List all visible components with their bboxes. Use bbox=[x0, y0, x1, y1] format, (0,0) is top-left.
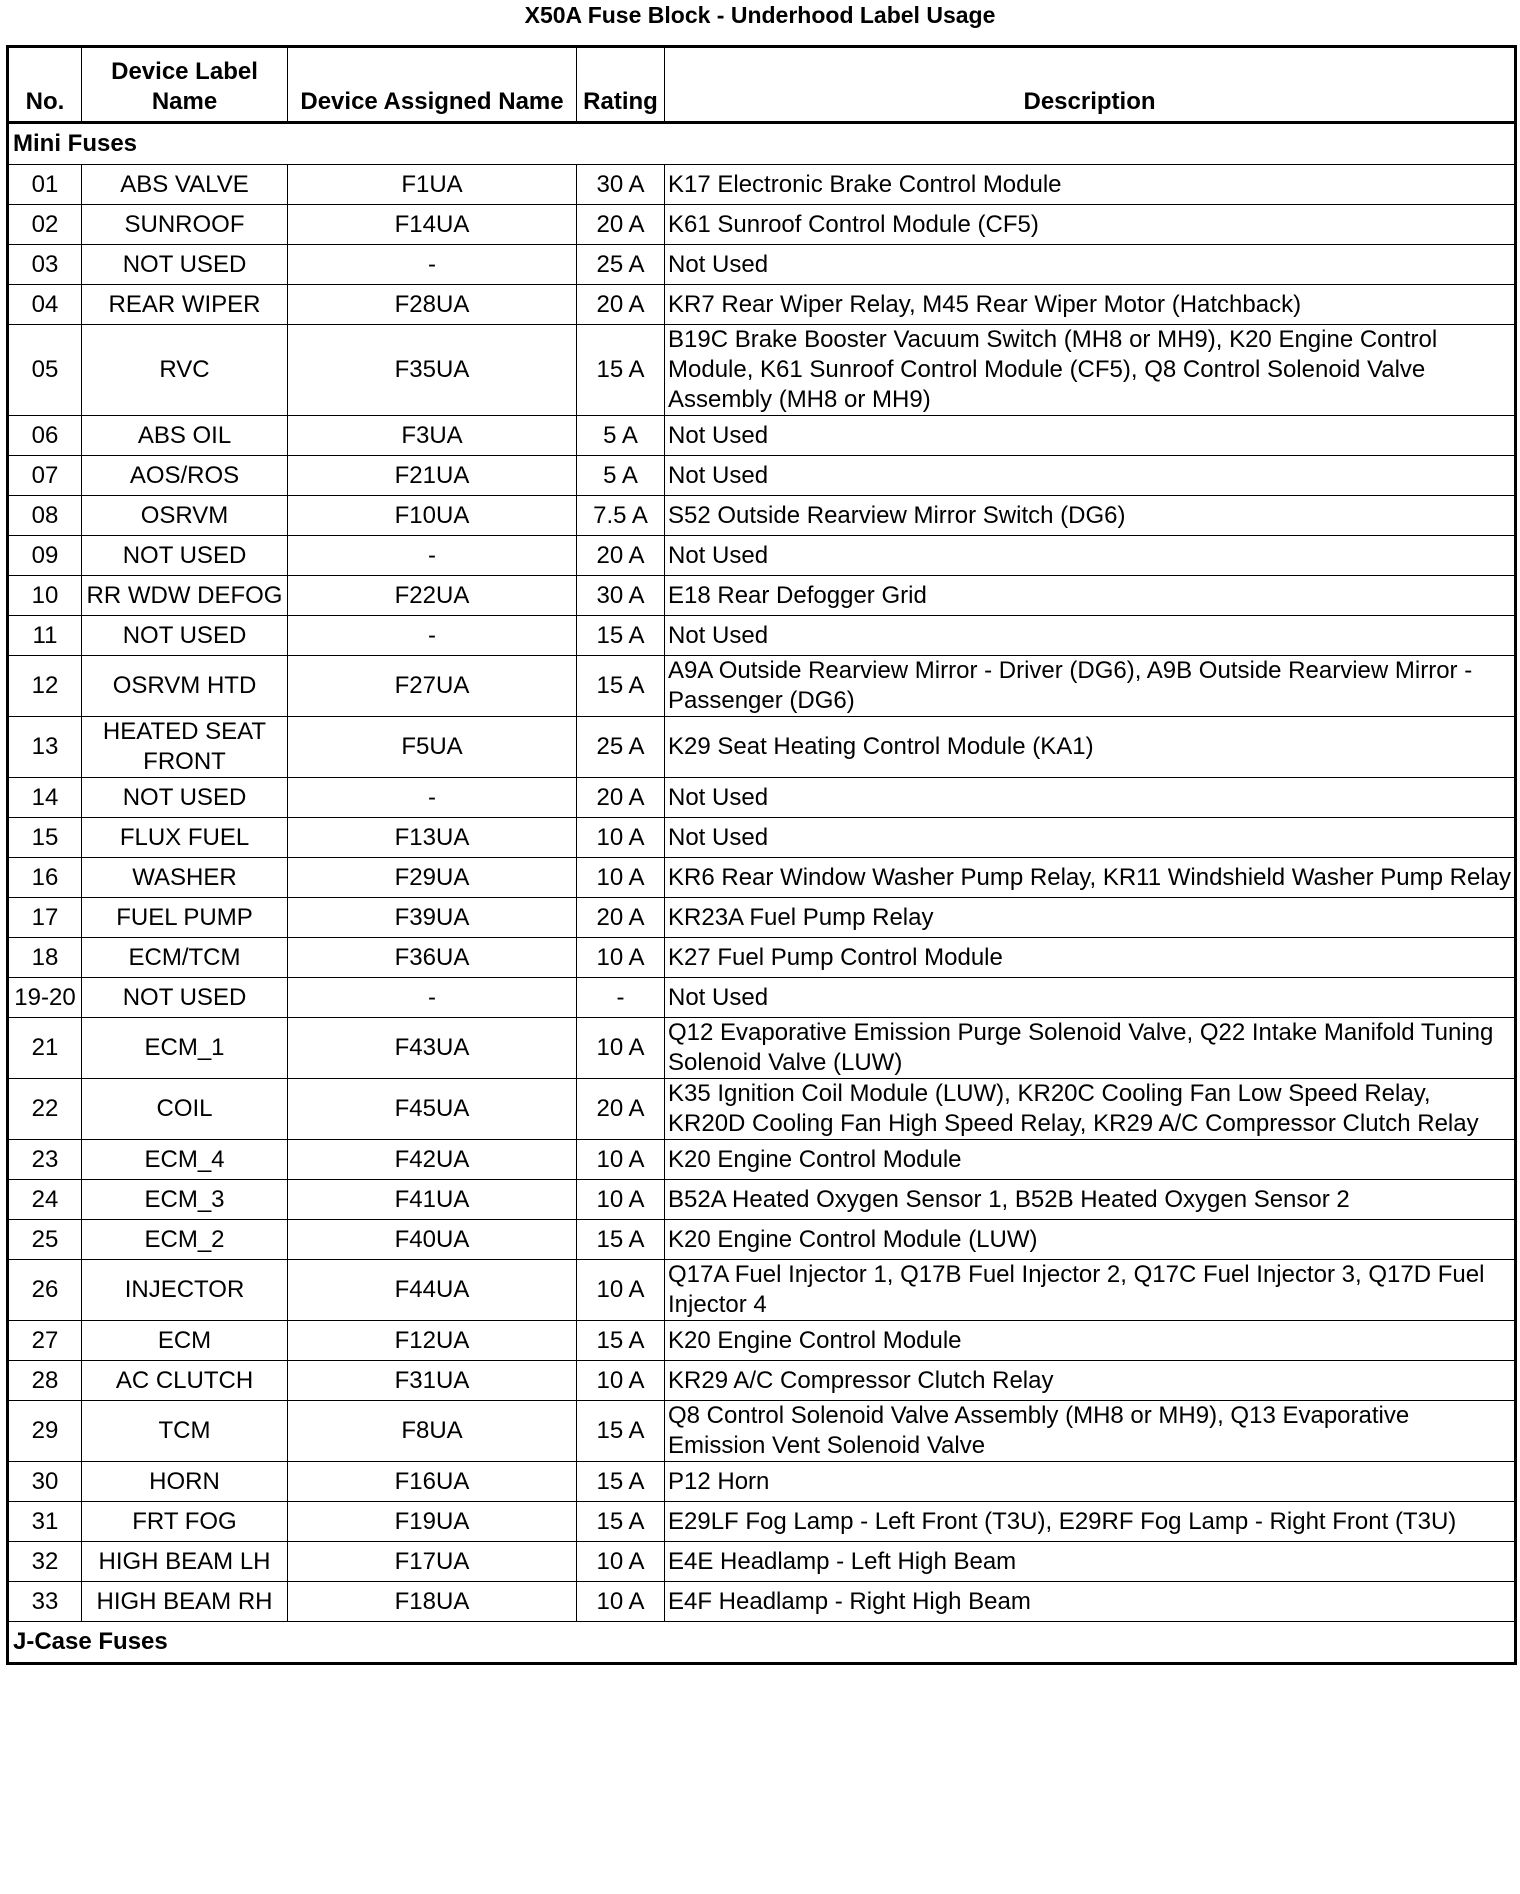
device-assigned-name: F18UA bbox=[288, 1582, 577, 1622]
fuse-number: 22 bbox=[8, 1079, 82, 1140]
fuse-number: 17 bbox=[8, 898, 82, 938]
table-row bbox=[8, 496, 1516, 536]
table-row bbox=[8, 656, 1516, 717]
table-row bbox=[8, 1220, 1516, 1260]
fuse-number: 28 bbox=[8, 1361, 82, 1401]
device-assigned-name: - bbox=[288, 245, 577, 285]
fuse-number: 10 bbox=[8, 576, 82, 616]
fuse-number: 23 bbox=[8, 1140, 82, 1180]
fuse-description: Not Used bbox=[665, 978, 1516, 1018]
fuse-description: E4F Headlamp - Right High Beam bbox=[665, 1582, 1516, 1622]
table-row bbox=[8, 616, 1516, 656]
fuse-number: 19-20 bbox=[8, 978, 82, 1018]
device-label-name: NOT USED bbox=[82, 536, 288, 576]
fuse-description: KR23A Fuel Pump Relay bbox=[665, 898, 1516, 938]
table-row bbox=[8, 165, 1516, 205]
fuse-rating: 20 A bbox=[577, 205, 665, 245]
fuse-description: Not Used bbox=[665, 778, 1516, 818]
table-row bbox=[8, 1180, 1516, 1220]
fuse-number: 24 bbox=[8, 1180, 82, 1220]
device-assigned-name: F39UA bbox=[288, 898, 577, 938]
header-row bbox=[8, 47, 1516, 123]
fuse-description: B19C Brake Booster Vacuum Switch (MH8 or MH9), K20 Engine Control Module, K61 Sunroof Control Module (CF5), Q8 Control Solenoid Valve Assembly (MH8 or MH9) bbox=[665, 325, 1516, 416]
fuse-number: 14 bbox=[8, 778, 82, 818]
fuse-rating: 7.5 A bbox=[577, 496, 665, 536]
device-label-name: HEATED SEAT FRONT bbox=[82, 717, 288, 778]
fuse-description: S52 Outside Rearview Mirror Switch (DG6) bbox=[665, 496, 1516, 536]
device-label-name: OSRVM bbox=[82, 496, 288, 536]
table-row bbox=[8, 536, 1516, 576]
fuse-description: K20 Engine Control Module bbox=[665, 1321, 1516, 1361]
fuse-rating: 10 A bbox=[577, 1180, 665, 1220]
fuse-number: 32 bbox=[8, 1542, 82, 1582]
device-label-name: RVC bbox=[82, 325, 288, 416]
device-label-name: REAR WIPER bbox=[82, 285, 288, 325]
fuse-description: Not Used bbox=[665, 536, 1516, 576]
table-row bbox=[8, 416, 1516, 456]
device-assigned-name: F31UA bbox=[288, 1361, 577, 1401]
device-assigned-name: - bbox=[288, 536, 577, 576]
device-label-name: ECM_3 bbox=[82, 1180, 288, 1220]
device-assigned-name: F28UA bbox=[288, 285, 577, 325]
fuse-number: 25 bbox=[8, 1220, 82, 1260]
fuse-description: Not Used bbox=[665, 818, 1516, 858]
fuse-description: Q8 Control Solenoid Valve Assembly (MH8 or MH9), Q13 Evaporative Emission Vent Solenoid Valve bbox=[665, 1401, 1516, 1462]
table-row bbox=[8, 325, 1516, 416]
fuse-rating: 15 A bbox=[577, 1502, 665, 1542]
table-row bbox=[8, 245, 1516, 285]
table-row bbox=[8, 285, 1516, 325]
table-row bbox=[8, 1079, 1516, 1140]
fuse-description: Not Used bbox=[665, 245, 1516, 285]
table-row bbox=[8, 898, 1516, 938]
fuse-rating: 5 A bbox=[577, 416, 665, 456]
header-device-label-line2: Name bbox=[151, 88, 218, 115]
device-label-name: ECM bbox=[82, 1321, 288, 1361]
fuse-description: K29 Seat Heating Control Module (KA1) bbox=[665, 717, 1516, 778]
device-label-name: AC CLUTCH bbox=[82, 1361, 288, 1401]
fuse-description: A9A Outside Rearview Mirror - Driver (DG6), A9B Outside Rearview Mirror - Passenger (DG6) bbox=[665, 656, 1516, 717]
fuse-rating: 20 A bbox=[577, 778, 665, 818]
table-row bbox=[8, 1140, 1516, 1180]
device-label-name: OSRVM HTD bbox=[82, 656, 288, 717]
fuse-number: 31 bbox=[8, 1502, 82, 1542]
device-label-name: NOT USED bbox=[82, 616, 288, 656]
device-label-name: AOS/ROS bbox=[82, 456, 288, 496]
fuse-rating: 15 A bbox=[577, 1220, 665, 1260]
device-assigned-name: F42UA bbox=[288, 1140, 577, 1180]
table-row bbox=[8, 717, 1516, 778]
device-label-name: INJECTOR bbox=[82, 1260, 288, 1321]
device-label-name: ABS OIL bbox=[82, 416, 288, 456]
fuse-number: 05 bbox=[8, 325, 82, 416]
device-label-name: ABS VALVE bbox=[82, 165, 288, 205]
fuse-number: 13 bbox=[8, 717, 82, 778]
device-assigned-name: F14UA bbox=[288, 205, 577, 245]
fuse-rating: 15 A bbox=[577, 616, 665, 656]
fuse-description: Q17A Fuel Injector 1, Q17B Fuel Injector 2, Q17C Fuel Injector 3, Q17D Fuel Injector 4 bbox=[665, 1260, 1516, 1321]
fuse-rating: 10 A bbox=[577, 1140, 665, 1180]
table-row bbox=[8, 1260, 1516, 1321]
section-row bbox=[8, 123, 1516, 165]
fuse-number: 12 bbox=[8, 656, 82, 717]
header-description: Description bbox=[665, 47, 1516, 123]
fuse-number: 27 bbox=[8, 1321, 82, 1361]
fuse-rating: 25 A bbox=[577, 245, 665, 285]
device-label-name: SUNROOF bbox=[82, 205, 288, 245]
fuse-rating: - bbox=[577, 978, 665, 1018]
table-row bbox=[8, 1542, 1516, 1582]
device-assigned-name: - bbox=[288, 616, 577, 656]
fuse-description: K20 Engine Control Module (LUW) bbox=[665, 1220, 1516, 1260]
device-label-name: WASHER bbox=[82, 858, 288, 898]
fuse-rating: 10 A bbox=[577, 858, 665, 898]
fuse-description: E18 Rear Defogger Grid bbox=[665, 576, 1516, 616]
fuse-rating: 15 A bbox=[577, 325, 665, 416]
table-row bbox=[8, 1582, 1516, 1622]
fuse-rating: 15 A bbox=[577, 1401, 665, 1462]
fuse-rating: 10 A bbox=[577, 1542, 665, 1582]
fuse-rating: 5 A bbox=[577, 456, 665, 496]
fuse-description: P12 Horn bbox=[665, 1462, 1516, 1502]
device-label-name: FUEL PUMP bbox=[82, 898, 288, 938]
fuse-description: Q12 Evaporative Emission Purge Solenoid Valve, Q22 Intake Manifold Tuning Solenoid Valve (LUW) bbox=[665, 1018, 1516, 1079]
table-row bbox=[8, 858, 1516, 898]
table-row bbox=[8, 978, 1516, 1018]
device-assigned-name: F44UA bbox=[288, 1260, 577, 1321]
fuse-number: 16 bbox=[8, 858, 82, 898]
device-label-name: ECM_4 bbox=[82, 1140, 288, 1180]
device-assigned-name: F13UA bbox=[288, 818, 577, 858]
fuse-rating: 15 A bbox=[577, 1462, 665, 1502]
device-assigned-name: F17UA bbox=[288, 1542, 577, 1582]
fuse-number: 01 bbox=[8, 165, 82, 205]
fuse-number: 04 bbox=[8, 285, 82, 325]
fuse-number: 03 bbox=[8, 245, 82, 285]
table-body bbox=[8, 123, 1516, 1664]
fuse-description: E4E Headlamp - Left High Beam bbox=[665, 1542, 1516, 1582]
table-row bbox=[8, 576, 1516, 616]
table-row bbox=[8, 1361, 1516, 1401]
fuse-number: 07 bbox=[8, 456, 82, 496]
device-assigned-name: - bbox=[288, 778, 577, 818]
fuse-description: KR29 A/C Compressor Clutch Relay bbox=[665, 1361, 1516, 1401]
fuse-description: K17 Electronic Brake Control Module bbox=[665, 165, 1516, 205]
fuse-number: 06 bbox=[8, 416, 82, 456]
fuse-rating: 15 A bbox=[577, 1321, 665, 1361]
device-assigned-name: F21UA bbox=[288, 456, 577, 496]
fuse-description: E29LF Fog Lamp - Left Front (T3U), E29RF Fog Lamp - Right Front (T3U) bbox=[665, 1502, 1516, 1542]
section-title: Mini Fuses bbox=[8, 123, 1516, 165]
table-row bbox=[8, 1462, 1516, 1502]
fuse-description: K20 Engine Control Module bbox=[665, 1140, 1516, 1180]
header-device-label-line1: Device Label bbox=[111, 58, 258, 85]
fuse-number: 15 bbox=[8, 818, 82, 858]
document-title: X50A Fuse Block - Underhood Label Usage bbox=[524, 2, 996, 28]
fuse-rating: 10 A bbox=[577, 818, 665, 858]
device-label-name: ECM_2 bbox=[82, 1220, 288, 1260]
fuse-rating: 10 A bbox=[577, 938, 665, 978]
table-row bbox=[8, 1018, 1516, 1079]
header-no: No. bbox=[8, 47, 82, 123]
fuse-number: 11 bbox=[8, 616, 82, 656]
device-assigned-name: F22UA bbox=[288, 576, 577, 616]
table-row bbox=[8, 456, 1516, 496]
device-label-name: NOT USED bbox=[82, 245, 288, 285]
fuse-description: Not Used bbox=[665, 616, 1516, 656]
device-assigned-name: F45UA bbox=[288, 1079, 577, 1140]
device-assigned-name: F1UA bbox=[288, 165, 577, 205]
device-assigned-name: F8UA bbox=[288, 1401, 577, 1462]
table-row bbox=[8, 1401, 1516, 1462]
device-label-name: ECM/TCM bbox=[82, 938, 288, 978]
fuse-number: 18 bbox=[8, 938, 82, 978]
device-label-name: NOT USED bbox=[82, 978, 288, 1018]
table-header bbox=[8, 47, 1516, 123]
fuse-description: K61 Sunroof Control Module (CF5) bbox=[665, 205, 1516, 245]
section-row bbox=[8, 1622, 1516, 1664]
fuse-number: 09 bbox=[8, 536, 82, 576]
device-assigned-name: F36UA bbox=[288, 938, 577, 978]
device-assigned-name: F43UA bbox=[288, 1018, 577, 1079]
device-label-name: HORN bbox=[82, 1462, 288, 1502]
fuse-number: 08 bbox=[8, 496, 82, 536]
fuse-rating: 30 A bbox=[577, 165, 665, 205]
table-row bbox=[8, 205, 1516, 245]
header-rating: Rating bbox=[577, 47, 665, 123]
fuse-description: KR7 Rear Wiper Relay, M45 Rear Wiper Motor (Hatchback) bbox=[665, 285, 1516, 325]
fuse-rating: 30 A bbox=[577, 576, 665, 616]
table-row bbox=[8, 1502, 1516, 1542]
fuse-rating: 20 A bbox=[577, 1079, 665, 1140]
header-device-assigned-name: Device Assigned Name bbox=[288, 47, 577, 123]
device-label-name: FRT FOG bbox=[82, 1502, 288, 1542]
fuse-description: B52A Heated Oxygen Sensor 1, B52B Heated Oxygen Sensor 2 bbox=[665, 1180, 1516, 1220]
fuse-number: 33 bbox=[8, 1582, 82, 1622]
device-assigned-name: F35UA bbox=[288, 325, 577, 416]
table-row bbox=[8, 778, 1516, 818]
fuse-number: 29 bbox=[8, 1401, 82, 1462]
fuse-number: 30 bbox=[8, 1462, 82, 1502]
device-label-name: HIGH BEAM RH bbox=[82, 1582, 288, 1622]
device-assigned-name: - bbox=[288, 978, 577, 1018]
fuse-rating: 10 A bbox=[577, 1361, 665, 1401]
fuse-description: Not Used bbox=[665, 456, 1516, 496]
device-assigned-name: F16UA bbox=[288, 1462, 577, 1502]
device-label-name: HIGH BEAM LH bbox=[82, 1542, 288, 1582]
device-label-name: RR WDW DEFOG bbox=[82, 576, 288, 616]
fuse-rating: 15 A bbox=[577, 656, 665, 717]
fuse-number: 26 bbox=[8, 1260, 82, 1321]
device-label-name: FLUX FUEL bbox=[82, 818, 288, 858]
fuse-description: KR6 Rear Window Washer Pump Relay, KR11 Windshield Washer Pump Relay bbox=[665, 858, 1516, 898]
device-label-name: TCM bbox=[82, 1401, 288, 1462]
table-row bbox=[8, 818, 1516, 858]
device-assigned-name: F41UA bbox=[288, 1180, 577, 1220]
device-assigned-name: F29UA bbox=[288, 858, 577, 898]
fuse-description: K35 Ignition Coil Module (LUW), KR20C Cooling Fan Low Speed Relay, KR20D Cooling Fan High Speed Relay, KR29 A/C Compressor Clutch Relay bbox=[665, 1079, 1516, 1140]
device-label-name: ECM_1 bbox=[82, 1018, 288, 1079]
fuse-description: Not Used bbox=[665, 416, 1516, 456]
fuse-table bbox=[6, 45, 1517, 1665]
header-device-label-name bbox=[82, 47, 288, 123]
fuse-rating: 20 A bbox=[577, 898, 665, 938]
device-assigned-name: F10UA bbox=[288, 496, 577, 536]
device-assigned-name: F27UA bbox=[288, 656, 577, 717]
device-assigned-name: F40UA bbox=[288, 1220, 577, 1260]
fuse-number: 21 bbox=[8, 1018, 82, 1079]
device-assigned-name: F5UA bbox=[288, 717, 577, 778]
fuse-number: 02 bbox=[8, 205, 82, 245]
device-label-name: NOT USED bbox=[82, 778, 288, 818]
section-title: J-Case Fuses bbox=[8, 1622, 1516, 1664]
device-label-name: COIL bbox=[82, 1079, 288, 1140]
fuse-rating: 10 A bbox=[577, 1582, 665, 1622]
table-row bbox=[8, 938, 1516, 978]
fuse-rating: 20 A bbox=[577, 536, 665, 576]
fuse-rating: 25 A bbox=[577, 717, 665, 778]
table-row bbox=[8, 1321, 1516, 1361]
device-assigned-name: F12UA bbox=[288, 1321, 577, 1361]
fuse-rating: 10 A bbox=[577, 1260, 665, 1321]
fuse-rating: 20 A bbox=[577, 285, 665, 325]
fuse-rating: 10 A bbox=[577, 1018, 665, 1079]
fuse-description: K27 Fuel Pump Control Module bbox=[665, 938, 1516, 978]
device-assigned-name: F19UA bbox=[288, 1502, 577, 1542]
device-assigned-name: F3UA bbox=[288, 416, 577, 456]
